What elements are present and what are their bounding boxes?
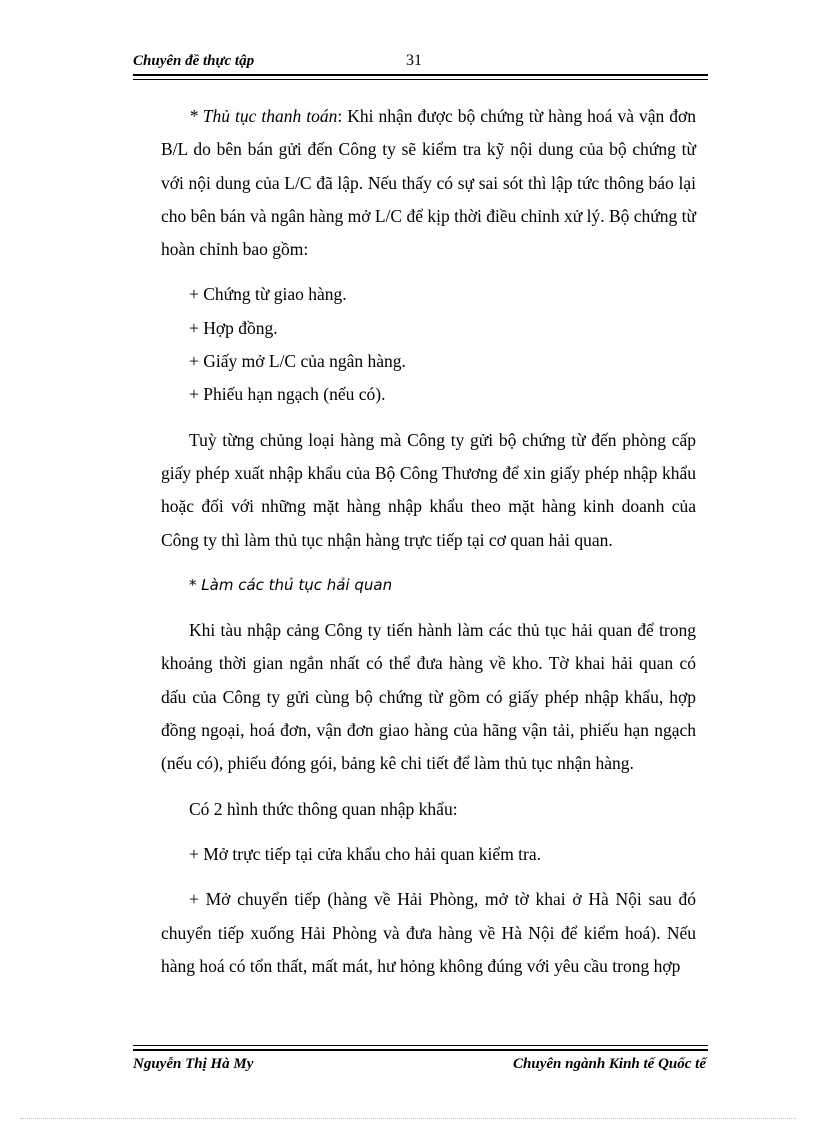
list-item: + Giấy mở L/C của ngân hàng. [189, 351, 406, 372]
documents-list [161, 278, 696, 411]
header-rule-thin [133, 79, 708, 80]
page-edge-divider [20, 1118, 796, 1119]
form-direct: + Mở trực tiếp tại cửa khẩu cho hải quan kiểm tra. [189, 843, 542, 864]
list-item: + Phiếu hạn ngạch (nếu có). [189, 384, 386, 405]
footer-author: Nguyễn Thị Hà My [133, 1056, 254, 1072]
document-body [161, 100, 696, 995]
payment-label: * Thủ tục thanh toán [189, 106, 338, 126]
license-paragraph: Tuỳ từng chủng loại hàng mà Công ty gửi bộ chứng từ đến phòng cấp giấy phép xuất nhập khẩu của Bộ Công Thương để xin giấy phép nhập khẩu hoặc đối với những mặt hàng nhập khẩu theo mặt hàng kinh doanh của Công ty thì làm thủ tục nhận hàng trực tiếp tại cơ quan hải quan. [161, 429, 696, 550]
forms-intro: Có 2 hình thức thông quan nhập khẩu: [189, 798, 458, 819]
customs-paragraph: Khi tàu nhập cảng Công ty tiến hành làm các thủ tục hải quan để trong khoảng thời gian ngắn nhất có thể đưa hàng về kho. Tờ khai hải quan có dấu của Công ty gửi cùng bộ chứng từ gồm có giấy phép nhập khẩu, hợp đồng ngoại, hoá đơn, vận đơn giao hàng của hãng vận tải, phiếu hạn ngạch (nếu có), phiếu đóng gói, bảng kê chi tiết để làm thủ tục nhận hàng. [161, 620, 696, 774]
customs-heading: * Làm các thủ tục hải quan [189, 575, 393, 594]
header-title: Chuyên đề thực tập [133, 53, 255, 69]
payment-paragraph [161, 100, 696, 266]
footer-rule-thick [133, 1049, 708, 1051]
header-rule-thick [133, 74, 708, 76]
form-transfer: + Mở chuyển tiếp (hàng về Hải Phòng, mở tờ khai ở Hà Nội sau đó chuyển tiếp xuống Hải Phòng và đưa hàng về Hà Nội để kiểm hoá). Nếu hàng hoá có tổn thất, mất mát, hư hỏng không đúng với yêu cầu trong hợp [161, 889, 696, 976]
list-item: + Chứng từ giao hàng. [189, 284, 347, 305]
page-number: 31 [406, 52, 422, 69]
payment-text: : Khi nhận được bộ chứng từ hàng hoá và vận đơn B/L do bên bán gửi đến Công ty sẽ kiểm tra kỹ nội dung của bộ chứng từ với nội dung của L/C đã lập. Nếu thấy có sự sai sót thì lập tức thông báo lại cho bên bán và ngân hàng mở L/C để kịp thời điều chỉnh xử lý. Bộ chứng từ hoàn chỉnh bao gồm: [161, 106, 697, 260]
list-item: + Hợp đồng. [189, 317, 278, 338]
footer-rule-thin [133, 1045, 708, 1046]
page-header [133, 53, 708, 75]
footer-major: Chuyên ngành Kinh tế Quốc tế [513, 1056, 706, 1072]
